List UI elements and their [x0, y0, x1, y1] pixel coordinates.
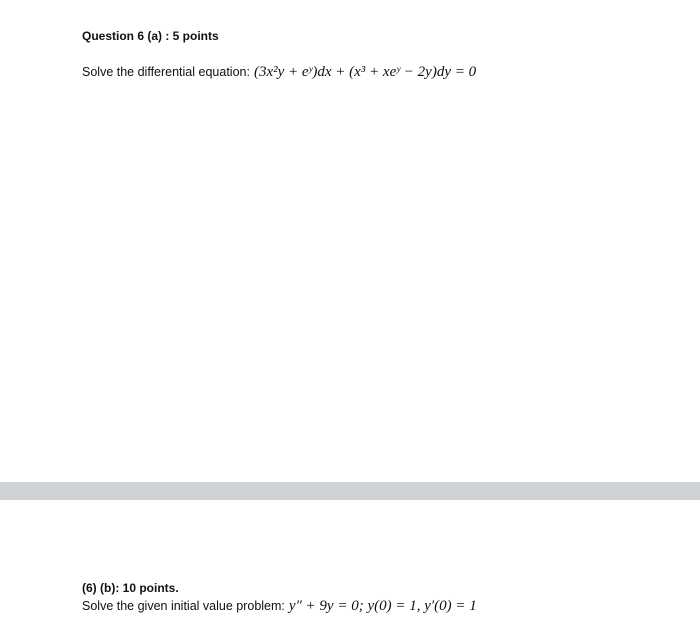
question-6a-heading: Question 6 (a) : 5 points — [82, 29, 219, 43]
section-divider — [0, 482, 700, 500]
question-6a-equation: (3x²y + eʸ)dx + (x³ + xeʸ − 2y)dy = 0 — [253, 64, 477, 80]
question-6a-prompt: Solve the differential equation: — [82, 65, 250, 79]
question-6b-panel — [0, 500, 700, 637]
question-6b-prompt-line — [82, 598, 477, 615]
question-6a-prompt-line — [82, 64, 476, 81]
question-6b-equation: y″ + 9y = 0; y(0) = 1, y′(0) = 1 — [288, 598, 477, 614]
question-6b-prompt: Solve the given initial value problem: — [82, 599, 285, 613]
question-6b-heading: (6) (b): 10 points. — [82, 581, 179, 595]
